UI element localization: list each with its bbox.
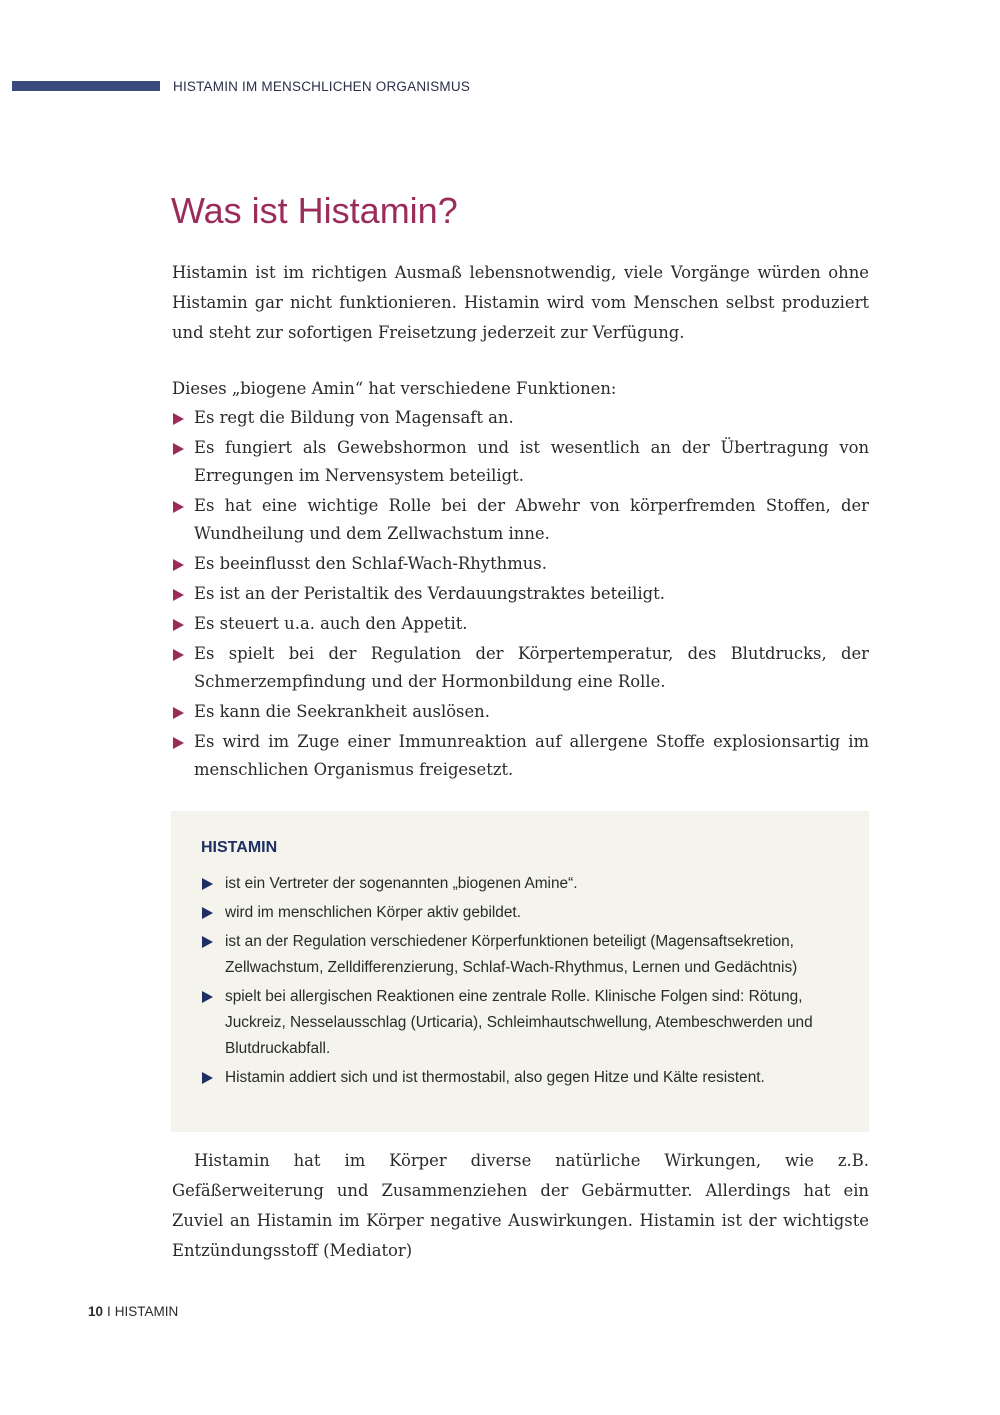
list-item-text: wird im menschlichen Körper aktiv gebildet. xyxy=(225,904,521,921)
list-item xyxy=(201,871,839,897)
list-item xyxy=(201,900,839,926)
list-item-text: spielt bei allergischen Reaktionen eine zentrale Rolle. Klinische Folgen sind: Rötung, Juckreiz, Nesselausschlag (Urticaria), Schleimhautschwellung, Atembeschwerden und Blutdruckabfall. xyxy=(225,988,813,1057)
triangle-bullet-icon xyxy=(202,991,213,1003)
triangle-bullet-icon xyxy=(173,737,184,749)
triangle-bullet-icon xyxy=(202,1072,213,1084)
triangle-bullet-icon xyxy=(173,707,184,719)
functions-list xyxy=(172,404,869,784)
list-item-text: ist ein Vertreter der sogenannten „biogenen Amine“. xyxy=(225,875,578,892)
list-item xyxy=(172,640,869,696)
triangle-bullet-icon xyxy=(173,413,184,425)
list-item xyxy=(172,434,869,490)
footer-separator: I xyxy=(107,1304,111,1319)
list-item-text: Histamin addiert sich und ist thermostabil, also gegen Hitze und Kälte resistent. xyxy=(225,1069,765,1086)
list-item-text: Es regt die Bildung von Magensaft an. xyxy=(194,408,514,427)
triangle-bullet-icon xyxy=(202,936,213,948)
list-item-text: Es kann die Seekrankheit auslösen. xyxy=(194,702,490,721)
triangle-bullet-icon xyxy=(173,559,184,571)
page-title: Was ist Histamin? xyxy=(171,190,458,231)
footer-label: HISTAMIN xyxy=(114,1304,179,1319)
triangle-bullet-icon xyxy=(173,443,184,455)
list-item xyxy=(172,492,869,548)
list-item-text: Es hat eine wichtige Rolle bei der Abwehr von körperfremden Stoffen, der Wundheilung und dem Zellwachstum inne. xyxy=(194,496,869,543)
list-item xyxy=(172,550,869,578)
list-item-text: ist an der Regulation verschiedener Körperfunktionen beteiligt (Magensaftsekretion, Zellwachstum, Zelldifferenzierung, Schlaf-Wach-Rhythmus, Lernen und Gedächtnis) xyxy=(225,933,798,976)
list-item-text: Es ist an der Peristaltik des Verdauungstraktes beteiligt. xyxy=(194,584,665,603)
functions-intro: Dieses „biogene Amin“ hat verschiedene Funktionen: xyxy=(172,379,617,398)
list-item xyxy=(172,698,869,726)
triangle-bullet-icon xyxy=(173,501,184,513)
info-box-list xyxy=(201,871,839,1091)
triangle-bullet-icon xyxy=(173,619,184,631)
list-item-text: Es spielt bei der Regulation der Körpertemperatur, des Blutdrucks, der Schmerzempfindung und der Hormonbildung eine Rolle. xyxy=(194,644,869,691)
list-item xyxy=(172,610,869,638)
list-item xyxy=(172,404,869,432)
list-item-text: Es fungiert als Gewebshormon und ist wesentlich an der Übertragung von Erregungen im Nervensystem beteiligt. xyxy=(194,438,869,485)
list-item xyxy=(201,984,839,1062)
triangle-bullet-icon xyxy=(173,649,184,661)
list-item xyxy=(201,929,839,981)
page-footer xyxy=(88,1304,178,1319)
histamin-info-box xyxy=(171,811,869,1132)
list-item xyxy=(201,1065,839,1091)
triangle-bullet-icon xyxy=(173,589,184,601)
closing-paragraph: Histamin hat im Körper diverse natürliche Wirkungen, wie z.B. Gefäßerweiterung und Zusammenziehen der Gebärmutter. Allerdings hat ein Zuviel an Histamin im Körper negative Auswirkungen. Histamin ist der wichtigste Entzündungsstoff (Mediator) xyxy=(172,1151,869,1260)
list-item xyxy=(172,580,869,608)
running-header: HISTAMIN IM MENSCHLICHEN ORGANISMUS xyxy=(173,79,471,94)
triangle-bullet-icon xyxy=(202,878,213,890)
list-item-text: Es wird im Zuge einer Immunreaktion auf allergene Stoffe explosionsartig im menschlichen Organismus freigesetzt. xyxy=(194,732,869,779)
list-item-text: Es steuert u.a. auch den Appetit. xyxy=(194,614,468,633)
page-number: 10 xyxy=(88,1304,104,1319)
info-box-title: HISTAMIN xyxy=(201,839,278,856)
main-content xyxy=(172,258,869,786)
header-accent-bar xyxy=(12,81,160,91)
intro-paragraph: Histamin ist im richtigen Ausmaß lebensnotwendig, viele Vorgänge würden ohne Histamin gar nicht funktionieren. Histamin wird vom Menschen selbst produziert und steht zur sofortigen Freisetzung jederzeit zur Verfügung. xyxy=(172,263,869,342)
list-item-text: Es beeinflusst den Schlaf-Wach-Rhythmus. xyxy=(194,554,547,573)
list-item xyxy=(172,728,869,784)
triangle-bullet-icon xyxy=(202,907,213,919)
